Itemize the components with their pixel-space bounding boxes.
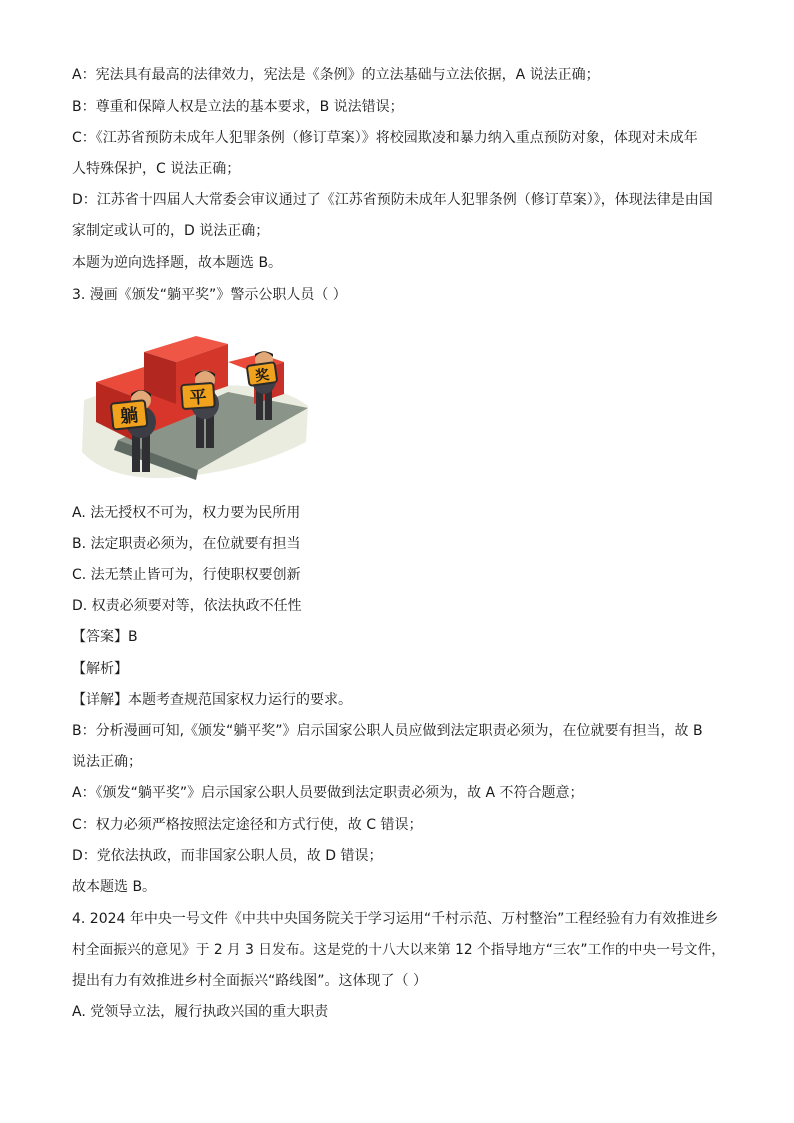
- q3-option-b: B. 法定职责必须为，在位就要有担当: [72, 536, 301, 552]
- q3-analysis-d: D：党依法执政，而非国家公职人员，故 D 错误；: [72, 848, 383, 864]
- q3-option-a: A. 法无授权不可为，权力要为民所用: [72, 505, 301, 521]
- q3-option-d: D. 权责必须要对等，依法执政不任性: [72, 598, 302, 614]
- q2-analysis-d-line2: 家制定或认可的，D 说法正确；: [72, 223, 270, 239]
- q4-stem-line1: 4. 2024 年中央一号文件《中共中央国务院关于学习运用“千村示范、万村整治”工程经验有力有效推进乡: [72, 911, 719, 927]
- q3-answer: 【答案】B: [72, 629, 138, 645]
- q2-conclusion: 本题为逆向选择题，故本题选 B。: [72, 255, 283, 271]
- q3-analysis-b-line1: B：分析漫画可知,《颁发“躺平奖”》启示国家公职人员应做到法定职责必须为，在位就要有担当，故 B: [72, 723, 703, 739]
- q3-conclusion: 故本题选 B。: [72, 879, 157, 895]
- q3-stem: 3. 漫画《颁发“躺平奖”》警示公职人员（ ）: [72, 287, 347, 303]
- q3-analysis-a: A：《颁发“躺平奖”》启示国家公职人员要做到法定职责必须为，故 A 不符合题意；: [72, 785, 584, 801]
- sign-char-3: 奖: [254, 367, 271, 385]
- q3-option-c: C. 法无禁止皆可为，行使职权要创新: [72, 567, 301, 583]
- sign-char-2: 平: [188, 387, 208, 409]
- q2-analysis-d-line1: D：江苏省十四届人大常委会审议通过了《江苏省预防未成年人犯罪条例（修订草案）》，体现法律是由国: [72, 192, 713, 208]
- q4-stem-line3: 提出有力有效推进乡村全面振兴“路线图”。这体现了（ ）: [72, 973, 427, 989]
- q4-stem-line2: 村全面振兴的意见》于 2 月 3 日发布。这是党的十八大以来第 12 个指导地方“三农”工作的中央一号文件，: [72, 942, 725, 958]
- cartoon-lying-flat-award: [78, 322, 310, 484]
- q3-analysis-label: 【解析】: [72, 661, 128, 677]
- q2-analysis-b: B：尊重和保障人权是立法的基本要求，B 说法错误；: [72, 99, 404, 115]
- q3-analysis-b-line2: 说法正确；: [72, 754, 142, 770]
- q2-analysis-c-line2: 人特殊保护，C 说法正确；: [72, 161, 241, 177]
- q3-analysis-c: C：权力必须严格按照法定途径和方式行使，故 C 错误；: [72, 817, 423, 833]
- q2-analysis-c-line1: C：《江苏省预防未成年人犯罪条例（修订草案）》将校园欺凌和暴力纳入重点预防对象，体现对未成年: [72, 130, 698, 146]
- q3-detail: 【详解】本题考查规范国家权力运行的要求。: [72, 692, 352, 708]
- q4-option-a: A. 党领导立法，履行执政兴国的重大职责: [72, 1004, 329, 1020]
- sign-char-1: 躺: [119, 404, 140, 428]
- q2-analysis-a: A：宪法具有最高的法律效力，宪法是《条例》的立法基础与立法依据，A 说法正确；: [72, 67, 600, 83]
